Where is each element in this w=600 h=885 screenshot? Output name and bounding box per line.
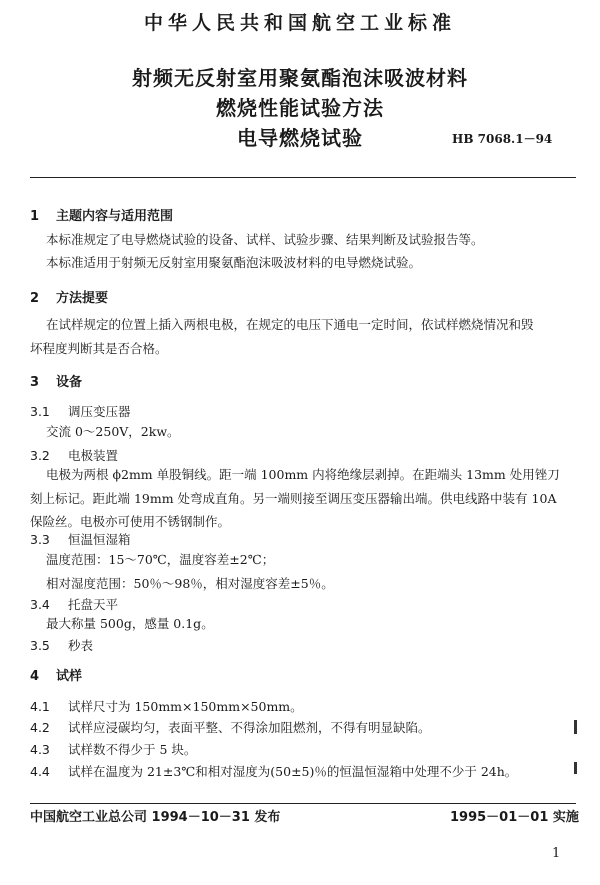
subsection-number: 3.3 — [30, 532, 50, 547]
subsection-text: 试样尺寸为 150mm×150mm×50mm。 — [68, 699, 303, 714]
subsection-3-3 — [30, 530, 131, 548]
subsection-number: 3.2 — [30, 448, 50, 463]
subsection-4-4 — [30, 762, 517, 780]
subsection-4-3 — [30, 740, 196, 758]
section-number: 4 — [30, 669, 40, 684]
subsection-3-1 — [30, 402, 131, 420]
standard-number: HB 7068.1－94 — [452, 132, 553, 146]
subsection-4-2 — [30, 718, 431, 736]
section-2-paragraph-line-1: 在试样规定的位置上插入两根电极，在规定的电压下通电一定时间，依试样燃烧情况和毁 — [46, 317, 534, 332]
issue-date: 中国航空工业总公司 1994－10－31 发布 — [30, 810, 281, 825]
subsection-text: 试样在温度为 21±3℃和相对湿度为(50±5)％的恒温恒湿箱中处理不少于 24h。 — [68, 764, 518, 779]
subsection-title: 调压变压器 — [68, 404, 131, 419]
section-1-paragraph-2: 本标准适用于射频无反射室用聚氨酯泡沫吸波材料的电导燃烧试验。 — [46, 255, 422, 270]
section-number: 3 — [30, 375, 40, 390]
title-line-3: 电导燃烧试验 — [237, 126, 363, 150]
subsection-3-4 — [30, 595, 118, 613]
subsection-number: 4.3 — [30, 742, 50, 757]
subsection-3-5 — [30, 636, 93, 654]
subsection-3-1-text: 交流 0～250V，2kw。 — [46, 424, 180, 439]
subsection-3-4-text: 最大称量 500g，感量 0.1g。 — [46, 616, 214, 631]
section-title: 方法提要 — [56, 291, 109, 306]
subsection-text: 试样数不得少于 5 块。 — [68, 742, 197, 757]
bottom-divider — [30, 803, 576, 804]
subsection-title: 恒温恒湿箱 — [68, 532, 131, 547]
section-2-paragraph-line-2: 坏程度判断其是否合格。 — [30, 341, 168, 356]
subsection-3-3-line-1: 温度范围：15～70℃，温度容差±2℃； — [46, 552, 275, 567]
section-2-heading — [30, 287, 108, 306]
subsection-number: 4.4 — [30, 764, 50, 779]
subsection-3-2-line-2: 刻上标记。距此端 19mm 处弯成直角。另一端则接至调压变压器输出端。供电线路中装有 10A — [30, 491, 557, 506]
section-1-paragraph-1: 本标准规定了电导燃烧试验的设备、试样、试验步骤、结果判断及试验报告等。 — [46, 232, 484, 247]
subsection-3-2-line-1: 电极为两根 ϕ2mm 单股铜线。距一端 100mm 内将绝缘层剥掉。在距端头 13mm 处用锉刀 — [46, 467, 560, 482]
section-number: 1 — [30, 209, 40, 224]
section-3-heading — [30, 371, 82, 390]
subsection-3-2-line-3: 保险丝。电极亦可使用不锈钢制作。 — [30, 514, 231, 529]
title-line-1: 射频无反射室用聚氨酯泡沫吸波材料 — [132, 66, 468, 90]
page-number: 1 — [552, 846, 561, 861]
national-standard-header: 中华人民共和国航空工业标准 — [143, 12, 456, 34]
subsection-title: 秒表 — [68, 638, 94, 653]
subsection-number: 4.1 — [30, 699, 50, 714]
scan-margin-mark — [574, 762, 577, 774]
subsection-number: 4.2 — [30, 720, 50, 735]
subsection-title: 托盘天平 — [68, 597, 119, 612]
title-line-2: 燃烧性能试验方法 — [216, 96, 384, 120]
subsection-title: 电极装置 — [68, 448, 119, 463]
effective-date: 1995－01－01 实施 — [450, 810, 579, 825]
subsection-3-3-line-2: 相对湿度范围：50％～98％，相对湿度容差±5％。 — [46, 576, 334, 591]
subsection-text: 试样应浸碳均匀，表面平整、不得涂加阻燃剂，不得有明显缺陷。 — [68, 720, 431, 735]
top-divider — [30, 177, 576, 178]
section-1-heading — [30, 205, 173, 224]
subsection-number: 3.1 — [30, 404, 50, 419]
section-title: 设备 — [56, 375, 83, 390]
subsection-3-2 — [30, 446, 118, 464]
section-title: 主题内容与适用范围 — [56, 209, 174, 224]
section-number: 2 — [30, 291, 40, 306]
subsection-number: 3.5 — [30, 638, 50, 653]
subsection-4-1 — [30, 697, 303, 715]
scan-margin-mark — [574, 720, 577, 734]
section-4-heading — [30, 665, 82, 684]
subsection-number: 3.4 — [30, 597, 50, 612]
section-title: 试样 — [56, 669, 83, 684]
